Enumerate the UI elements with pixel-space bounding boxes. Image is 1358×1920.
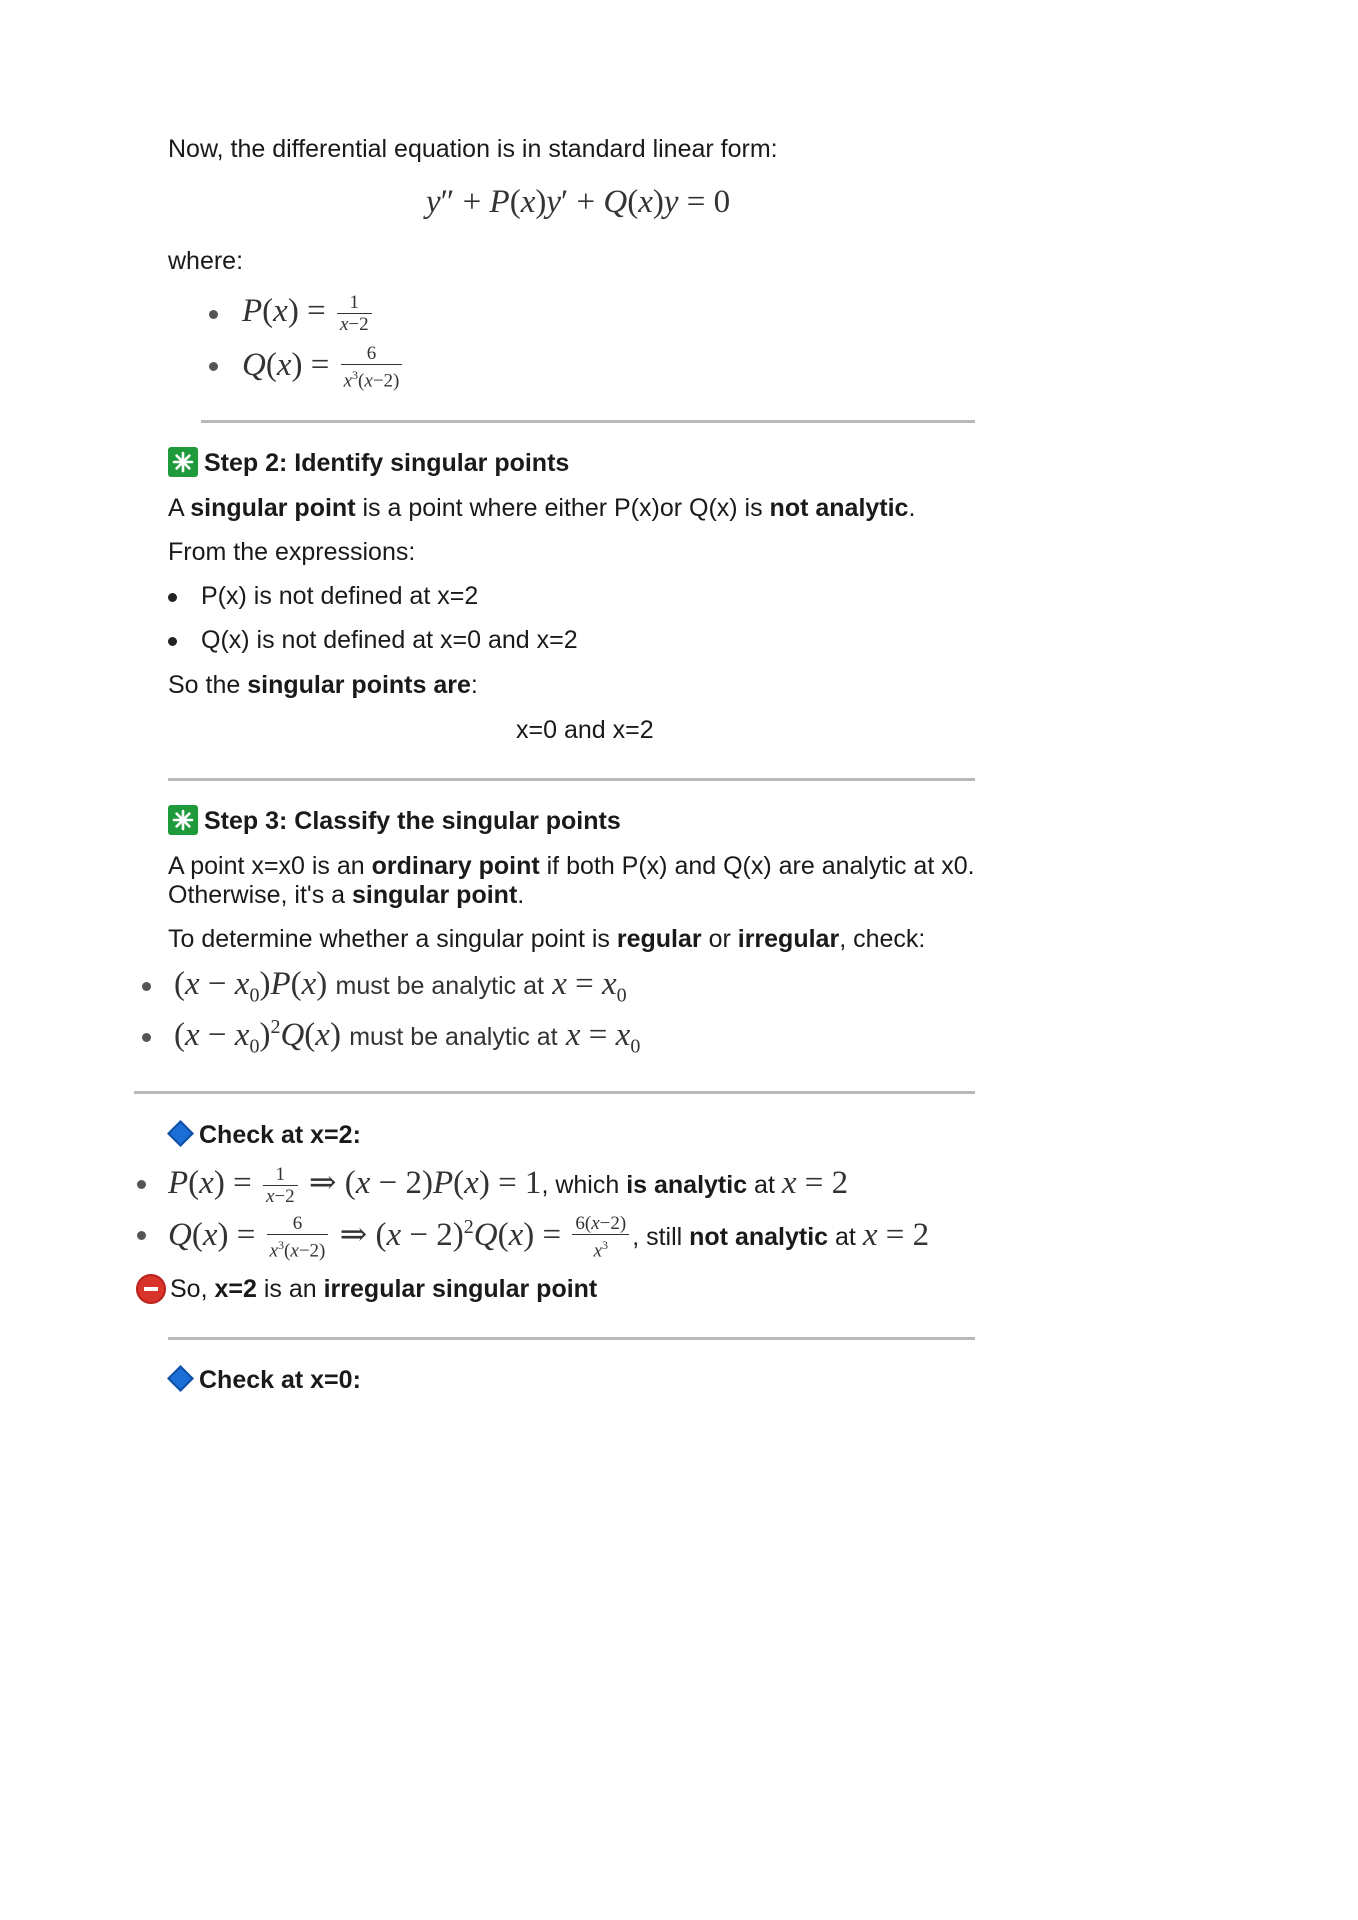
- check-x2-q: Q(x) = $\frac{6}{x^3(x-2)}$ ⇒ $(x - 2)^2Q(x)$ = $\frac{6(x-2)}{x^3}$ , still not analytic at x = 2: [168, 1213, 930, 1262]
- q-definition: Q(x) = $\frac{6}{x^3(x-2)}$: [242, 343, 405, 391]
- bullet: [142, 1033, 151, 1042]
- check-x2-conclusion: So, x=2 is an irregular singular point: [170, 1275, 598, 1303]
- bullet: [137, 1231, 146, 1240]
- divider: [168, 1337, 975, 1340]
- bullet: [168, 637, 177, 646]
- step2-bullet-1: P(x) is not defined at x=2: [201, 582, 479, 610]
- from-expressions: From the expressions:: [168, 538, 416, 566]
- singular-points-intro: So the singular points are:: [168, 671, 478, 699]
- divider: [168, 778, 975, 781]
- criterion-p: $(x - x_0)P(x)$ must be analytic at $x = x_0$: [174, 966, 627, 1007]
- criterion-q: $(x - x_0)^2Q(x)$ must be analytic at $x = x_0$: [174, 1016, 641, 1058]
- where-label: where:: [168, 247, 244, 275]
- bullet: [142, 982, 151, 991]
- check-x2-p: P(x) = $\frac{1}{x-2}$ ⇒ (x − 2)P(x) = 1, which is analytic at x = 2: [168, 1163, 849, 1207]
- singular-points-result: x=0 and x=2: [516, 716, 654, 744]
- regular-irregular-criteria: To determine whether a singular point is regular or irregular, check:: [168, 925, 926, 953]
- singular-point-definition: A singular point is a point where either P(x)or Q(x) is not analytic.: [168, 494, 916, 522]
- blue-diamond-icon: [167, 1120, 194, 1147]
- step2-heading: Step 2: Identify singular points: [204, 449, 570, 477]
- bullet: [209, 362, 218, 371]
- green-asterisk-icon: [168, 447, 198, 477]
- check-x2-heading: Check at x=2:: [199, 1121, 361, 1149]
- step2-bullet-2: Q(x) is not defined at x=0 and x=2: [201, 626, 578, 654]
- bullet: [209, 310, 218, 319]
- green-asterisk-icon: [168, 805, 198, 835]
- p-definition: P(x) = $\frac{1}{x-2}$: [242, 292, 375, 335]
- bullet: [168, 593, 177, 602]
- check-x0-heading: Check at x=0:: [199, 1366, 361, 1394]
- divider: [201, 420, 975, 423]
- intro-text: Now, the differential equation is in standard linear form:: [168, 135, 778, 163]
- blue-diamond-icon: [167, 1365, 194, 1392]
- bullet: [137, 1180, 146, 1189]
- ordinary-point-definition: A point x=x0 is an ordinary point if both P(x) and Q(x) are analytic at x0.: [168, 852, 975, 880]
- step3-heading: Step 3: Classify the singular points: [204, 807, 621, 835]
- ode-standard-form: y″ + P(x)y′ + Q(x)y = 0: [426, 184, 731, 220]
- divider: [134, 1091, 975, 1094]
- singular-point-otherwise: Otherwise, it's a singular point.: [168, 881, 525, 909]
- red-minus-circle-icon: [136, 1274, 166, 1304]
